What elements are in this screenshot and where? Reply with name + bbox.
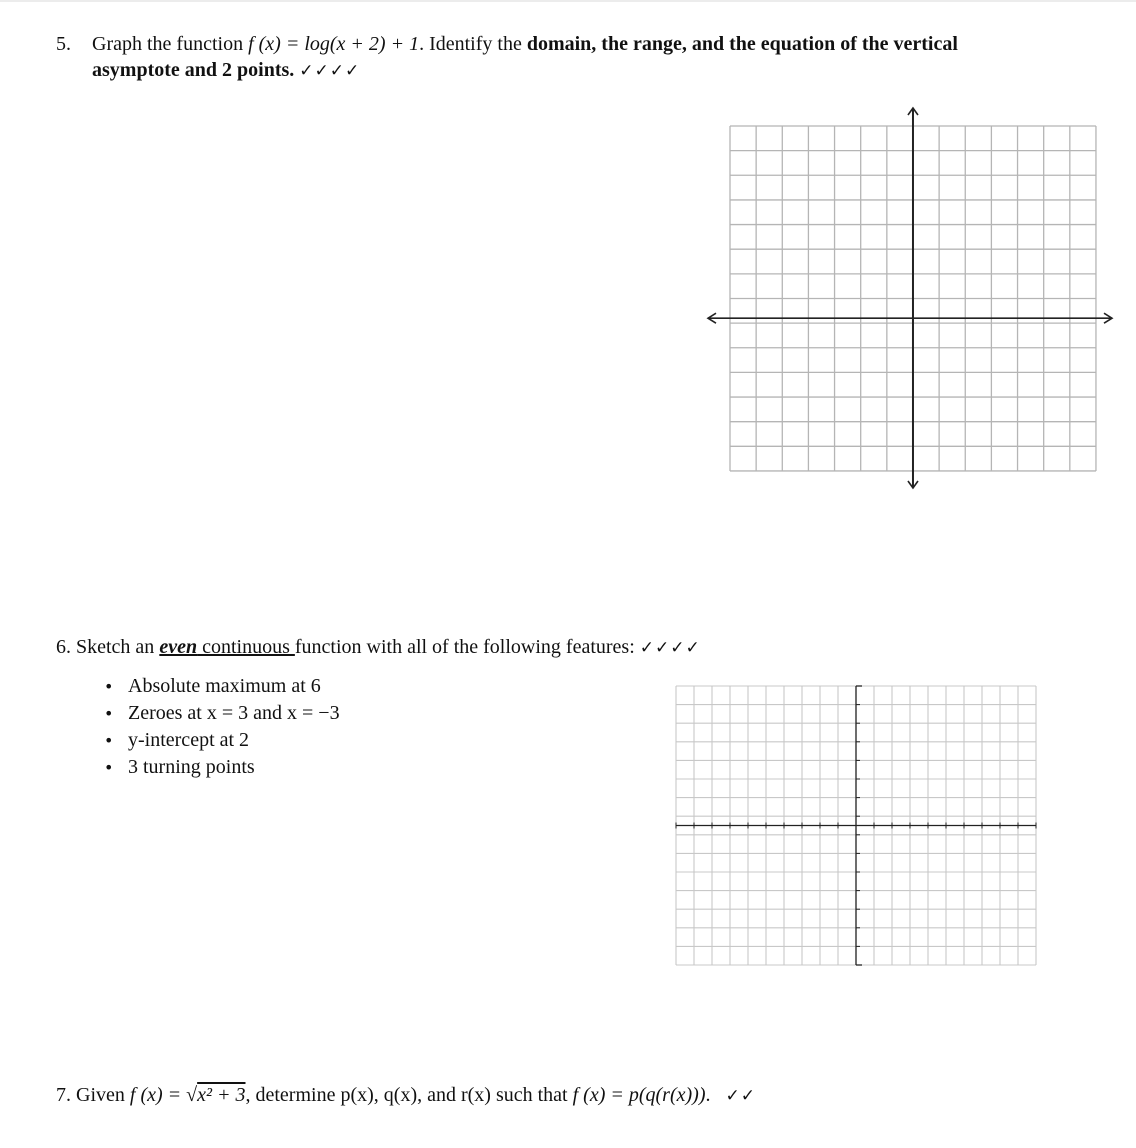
- q7-checkmarks: ✓✓: [725, 1086, 756, 1106]
- q7-composition: f (x) = p(q(r(x))): [572, 1084, 706, 1106]
- q5-checkmarks: ✓✓✓✓: [299, 61, 361, 81]
- q7-radicand: x² + 3: [197, 1084, 246, 1106]
- q6-suffix: function with all of the following features:: [294, 636, 640, 658]
- q6-feature-item: • y-intercept at 2: [104, 729, 250, 751]
- q5-bold-1: domain, the range, and the equation of the vertical: [526, 33, 958, 55]
- question-6-prompt: [56, 634, 701, 661]
- question-5-line-2: [92, 57, 360, 84]
- q6-even: even: [159, 636, 198, 658]
- q5-coordinate-grid: [700, 100, 1120, 495]
- q6-checkmarks: ✓✓✓✓: [639, 638, 701, 658]
- question-5-line-1: [92, 31, 958, 57]
- q5-text-a: Graph the function: [92, 33, 249, 55]
- q6-coordinate-grid: [670, 680, 1040, 970]
- q7-f-lhs: f (x) = √: [129, 1084, 198, 1106]
- q6-prefix: 6. Sketch an: [56, 636, 160, 658]
- q5-text-b: . Identify the: [419, 33, 527, 55]
- top-border: [0, 0, 1136, 2]
- q7-mid: , determine p(x), q(x), and r(x) such that: [245, 1084, 573, 1106]
- q5-bold-2: asymptote and 2 points.: [92, 59, 295, 81]
- q6-feature-list: [104, 673, 340, 781]
- q7-prefix: 7. Given: [56, 1084, 130, 1106]
- q6-feature-item: • Zeroes at x = 3 and x = −3: [104, 702, 340, 724]
- question-5-number: 5.: [56, 33, 71, 55]
- q6-feature-item: • Absolute maximum at 6: [104, 675, 321, 697]
- q6-continuous: continuous: [197, 636, 295, 658]
- question-7-prompt: [56, 1082, 756, 1109]
- q5-formula: f (x) = log(x + 2) + 1: [248, 33, 420, 55]
- q6-feature-item: • 3 turning points: [104, 756, 255, 778]
- q7-end: .: [705, 1084, 711, 1106]
